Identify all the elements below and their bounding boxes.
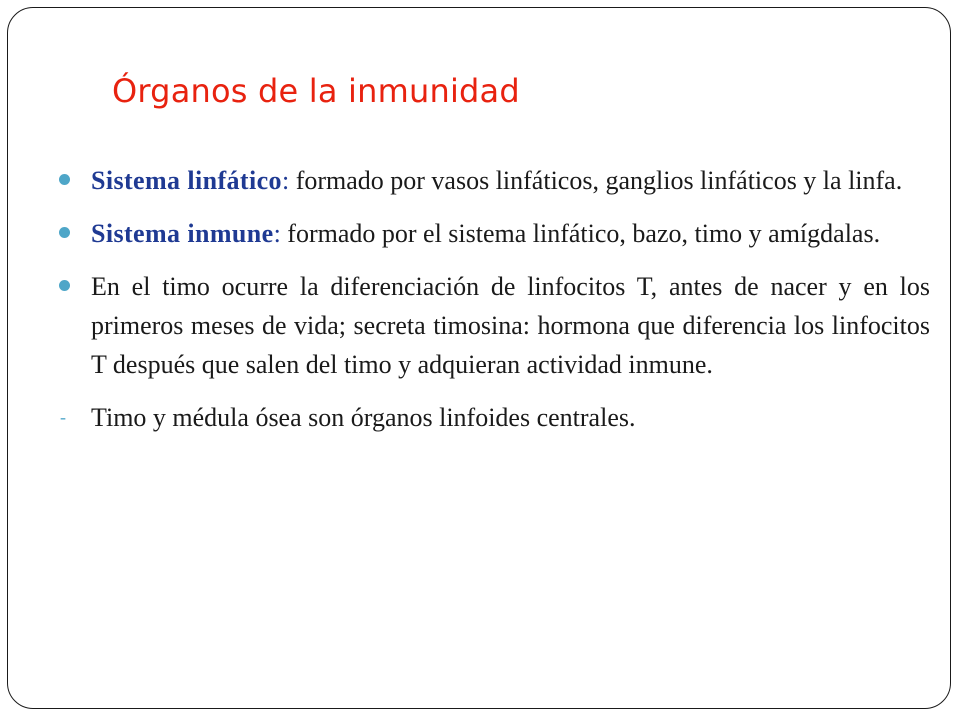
bullet-dash-icon: - [60, 407, 66, 427]
bullet-item-timo [58, 267, 930, 384]
bullet-dot-icon [59, 280, 70, 291]
bullet-item-organos-centrales [58, 398, 930, 437]
bullet-dot-icon [59, 174, 70, 185]
bullet-keyword-colon: : [273, 219, 281, 248]
bullet-keyword: Sistema inmune [91, 219, 274, 248]
bullet-text: formado por el sistema linfático, bazo, timo y amígdalas. [280, 219, 881, 248]
bullet-text: Timo y médula ósea son órganos linfoides centrales. [91, 403, 636, 432]
slide-title: Órganos de la inmunidad [112, 72, 520, 110]
bullet-keyword: Sistema linfático [91, 166, 282, 195]
bullet-dot-icon [59, 227, 70, 238]
bullet-keyword-colon: : [281, 166, 290, 195]
bullet-item-sistema-linfatico [58, 161, 930, 200]
bullet-list [58, 161, 930, 451]
bullet-text: En el timo ocurre la diferenciación de linfocitos T, antes de nacer y en los primeros meses de vida; secreta timosina: hormona que diferencia los linfocitos T después que salen del timo y adquieran actividad inmune. [91, 272, 930, 379]
bullet-item-sistema-inmune [58, 214, 930, 253]
slide-frame [7, 7, 951, 709]
bullet-text: formado por vasos linfáticos, ganglios linfáticos y la linfa. [289, 166, 903, 195]
